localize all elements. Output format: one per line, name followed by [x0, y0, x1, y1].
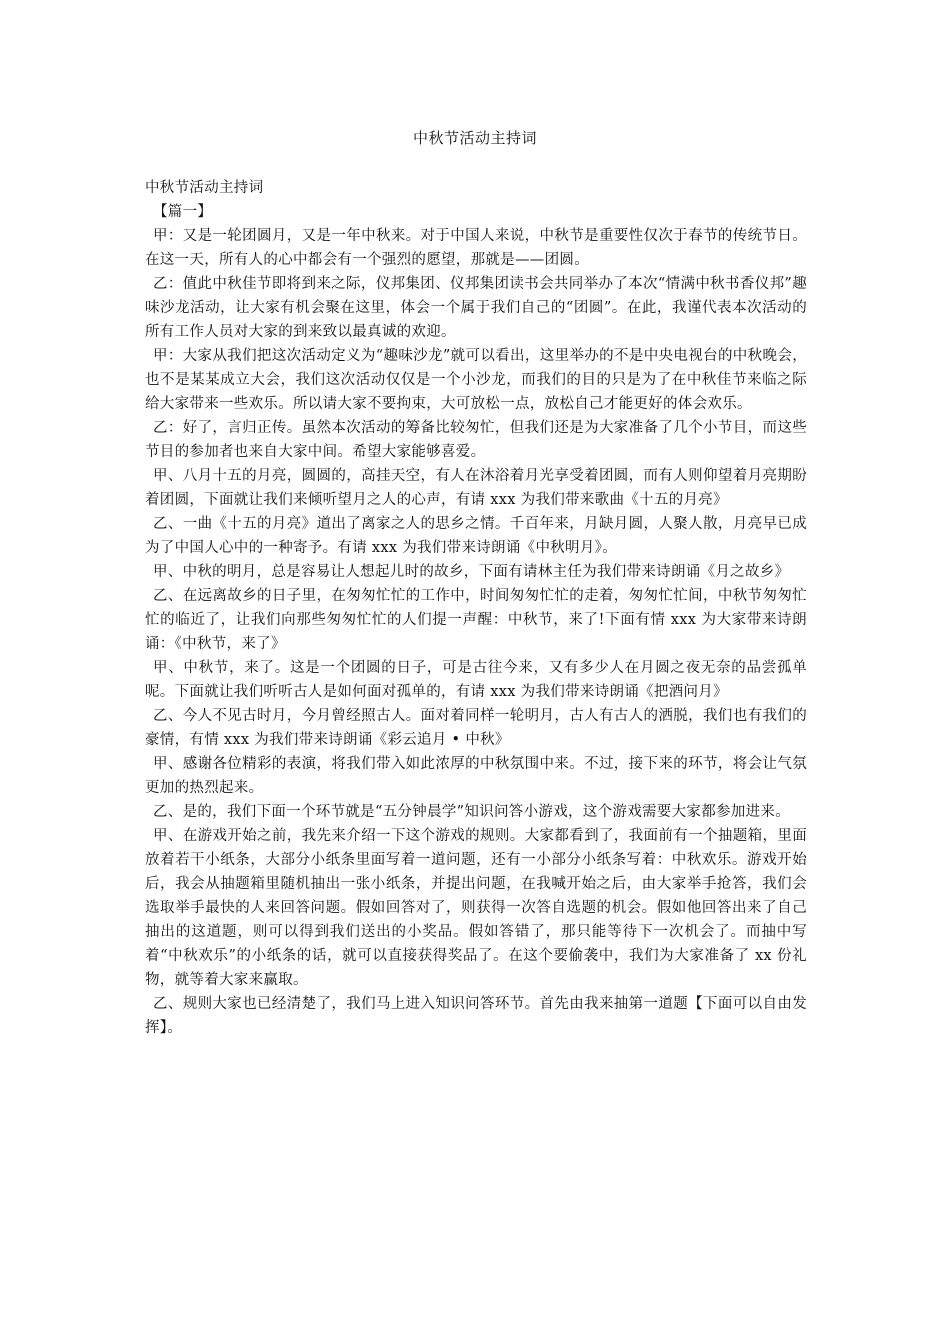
paragraph: 乙、规则大家也已经清楚了，我们马上进入知识问答环节。首先由我来抽第一道题【下面可以自由发挥】。 — [145, 996, 807, 1036]
document-title: 中秋节活动主持词 — [412, 129, 537, 147]
paragraph: 乙、在远离故乡的日子里，在匆匆忙忙的工作中，时间匆匆忙忙的走着，匆匆忙忙间，中秋节匆匆忙忙的临近了，让我们向那些匆匆忙忙的人们提一声醒：中秋节，来了!下面有情 xxx 为大家带来诗朗诵：《中秋节，来了》 — [145, 588, 807, 652]
document-subtitle: 中秋节活动主持词 — [145, 180, 264, 196]
paragraph: 甲：大家从我们把这次活动定义为“趣味沙龙”就可以看出，这里举办的不是中央电视台的中秋晚会，也不是某某成立大会，我们这次活动仅仅是一个小沙龙，而我们的目的只是为了在中秋佳节来临之际给大家带来一些欢乐。所以请大家不要拘束，大可放松一点，放松自己才能更好的体会欢乐。 — [145, 348, 807, 412]
paragraph: 甲、在游戏开始之前，我先来介绍一下这个游戏的规则。大家都看到了，我面前有一个抽题箱，里面放着若干小纸条，大部分小纸条里面写着一道问题，还有一小部分小纸条写着：中秋欢乐。游戏开始后，我会从抽题箱里随机抽出一张小纸条，并提出问题，在我喊开始之后，由大家举手抢答，我们会选取举手最快的人来回答问题。假如回答对了，则获得一次答自选题的机会。假如他回答出来了自己抽出的这道题，则可以得到我们送出的小奖品。假如答错了，那只能等待下一次机会了。而抽中写着“中秋欢乐”的小纸条的话，就可以直接获得奖品了。在这个要偷袭中，我们为大家准备了 xx 份礼物，就等着大家来赢取。 — [145, 828, 807, 988]
paragraph: 甲：又是一轮团圆月，又是一年中秋来。对于中国人来说，中秋节是重要性仅次于春节的传统节日。在这一天，所有人的心中都会有一个强烈的愿望，那就是——团圆。 — [145, 228, 807, 268]
section-heading: 【篇一】 — [152, 204, 213, 220]
paragraph: 甲、中秋的明月，总是容易让人想起儿时的故乡，下面有请林主任为我们带来诗朗诵《月之故乡》 — [152, 564, 790, 580]
paragraph: 甲、八月十五的月亮，圆圆的，高挂天空，有人在沐浴着月光享受着团圆，而有人则仰望着月亮期盼着团圆，下面就让我们来倾听望月之人的心声，有请 xxx 为我们带来歌曲《十五的月亮》 — [145, 468, 807, 508]
paragraph: 乙、是的，我们下面一个环节就是“五分钟晨学”知识问答小游戏，这个游戏需要大家都参加进来。 — [152, 804, 790, 820]
paragraph: 甲、中秋节，来了。这是一个团圆的日子，可是古往今来，又有多少人在月圆之夜无奈的品尝孤单呢。下面就让我们听听古人是如何面对孤单的，有请 xxx 为我们带来诗朗诵《把酒问月》 — [145, 660, 807, 700]
paragraph: 甲、感谢各位精彩的表演，将我们带入如此浓厚的中秋氛围中来。不过，接下来的环节，将会让气氛更加的热烈起来。 — [145, 756, 807, 796]
document-body — [145, 176, 807, 1040]
paragraph: 乙、今人不见古时月，今月曾经照古人。面对着同样一轮明月，古人有古人的洒脱，我们也有我们的豪情，有情 xxx 为我们带来诗朗诵《彩云追月 • 中秋》 — [145, 708, 807, 748]
paragraph: 乙：值此中秋佳节即将到来之际，仪邦集团、仪邦集团读书会共同举办了本次“情满中秋书香仪邦”趣味沙龙活动，让大家有机会聚在这里，体会一个属于我们自己的“团圆”。在此，我谨代表本次活动的所有工作人员对大家的到来致以最真诚的欢迎。 — [145, 276, 807, 340]
paragraph: 乙：好了，言归正传。虽然本次活动的筹备比较匆忙，但我们还是为大家准备了几个小节目，而这些节目的参加者也来自大家中间。希望大家能够喜爱。 — [145, 420, 807, 460]
paragraph: 乙、一曲《十五的月亮》道出了离家之人的思乡之情。千百年来，月缺月圆，人聚人散，月亮早已成为了中国人心中的一种寄予。有请 xxx 为我们带来诗朗诵《中秋明月》。 — [145, 516, 807, 556]
